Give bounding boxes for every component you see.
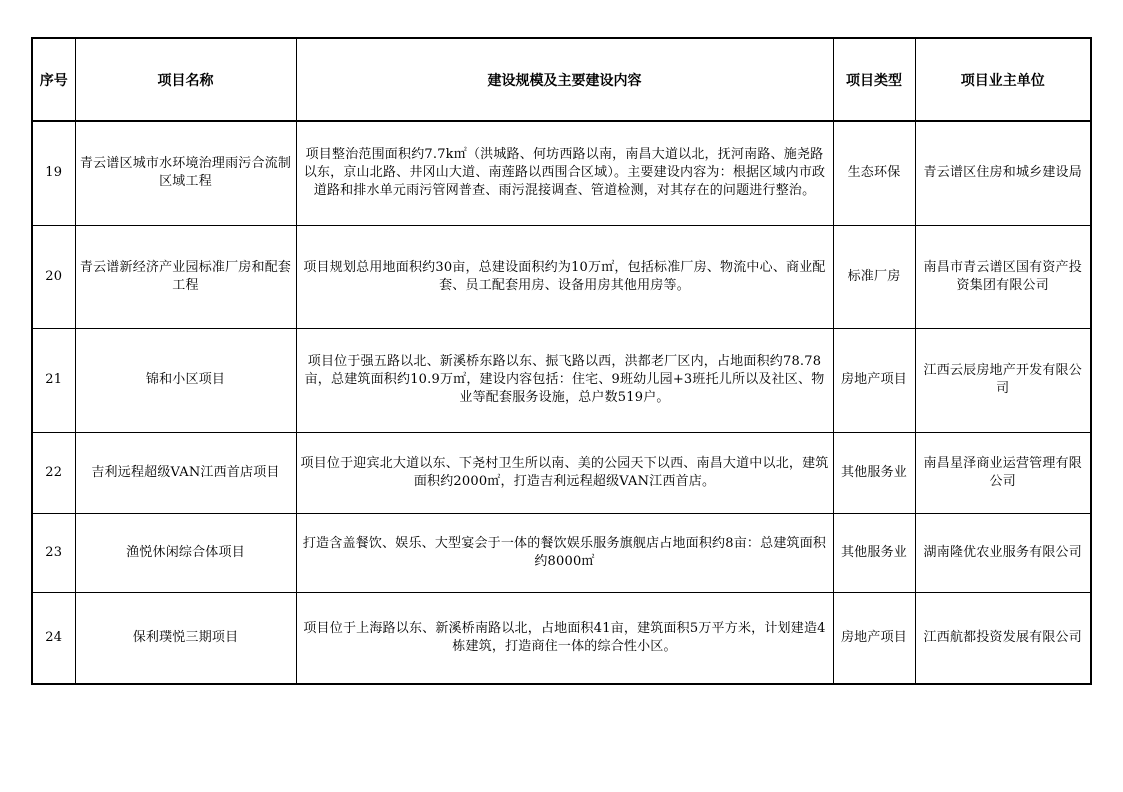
cell-construction-content: 项目规划总用地面积约30亩，总建设面积约为10万㎡，包括标准厂房、物流中心、商业配套、员工配套用房、设备用房其他用房等。 xyxy=(296,225,833,328)
cell-project-owner: 湖南隆优农业服务有限公司 xyxy=(915,513,1091,592)
cell-seq: 19 xyxy=(32,121,75,225)
project-table xyxy=(31,37,1092,685)
cell-seq: 24 xyxy=(32,592,75,684)
header-project-owner: 项目业主单位 xyxy=(915,38,1091,121)
cell-project-owner: 青云谱区住房和城乡建设局 xyxy=(915,121,1091,225)
cell-project-type: 房地产项目 xyxy=(833,592,915,684)
cell-project-name: 青云谱区城市水环境治理雨污合流制区域工程 xyxy=(75,121,296,225)
cell-construction-content: 项目整治范围面积约7.7k㎡（洪城路、何坊西路以南，南昌大道以北，抚河南路、施尧路以东，京山北路、井冈山大道、南莲路以西围合区域）。主要建设内容为：根据区域内市政道路和排水单元雨污管网普查、雨污混接调查、管道检测，对其存在的问题进行整治。 xyxy=(296,121,833,225)
cell-construction-content: 项目位于强五路以北、新溪桥东路以东、振飞路以西，洪都老厂区内，占地面积约78.78亩，总建筑面积约10.9万㎡，建设内容包括：住宅、9班幼儿园+3班托儿所以及社区、物业等配套服务设施，总户数519户。 xyxy=(296,328,833,432)
cell-project-name: 渔悦休闲综合体项目 xyxy=(75,513,296,592)
cell-project-owner: 南昌市青云谱区国有资产投资集团有限公司 xyxy=(915,225,1091,328)
cell-seq: 20 xyxy=(32,225,75,328)
cell-project-name: 保利璞悦三期项目 xyxy=(75,592,296,684)
cell-project-type: 生态环保 xyxy=(833,121,915,225)
cell-project-type: 其他服务业 xyxy=(833,513,915,592)
table-row xyxy=(32,328,1091,432)
table-row xyxy=(32,432,1091,513)
table-row xyxy=(32,513,1091,592)
table-row xyxy=(32,592,1091,684)
cell-project-type: 标准厂房 xyxy=(833,225,915,328)
table-row xyxy=(32,121,1091,225)
header-seq: 序号 xyxy=(32,38,75,121)
cell-construction-content: 打造含盖餐饮、娱乐、大型宴会于一体的餐饮娱乐服务旗舰店占地面积约8亩：总建筑面积约8000㎡ xyxy=(296,513,833,592)
cell-seq: 21 xyxy=(32,328,75,432)
header-project-name: 项目名称 xyxy=(75,38,296,121)
cell-seq: 23 xyxy=(32,513,75,592)
cell-construction-content: 项目位于迎宾北大道以东、下尧村卫生所以南、美的公园天下以西、南昌大道中以北，建筑面积约2000㎡，打造吉利远程超级VAN江西首店。 xyxy=(296,432,833,513)
cell-project-type: 其他服务业 xyxy=(833,432,915,513)
cell-construction-content: 项目位于上海路以东、新溪桥南路以北，占地面积41亩，建筑面积5万平方米，计划建造4栋建筑，打造商住一体的综合性小区。 xyxy=(296,592,833,684)
cell-project-owner: 江西航都投资发展有限公司 xyxy=(915,592,1091,684)
cell-project-type: 房地产项目 xyxy=(833,328,915,432)
cell-project-owner: 江西云辰房地产开发有限公司 xyxy=(915,328,1091,432)
header-project-type: 项目类型 xyxy=(833,38,915,121)
table-header-row xyxy=(32,38,1091,121)
cell-project-name: 青云谱新经济产业园标准厂房和配套工程 xyxy=(75,225,296,328)
cell-project-name: 锦和小区项目 xyxy=(75,328,296,432)
table-row xyxy=(32,225,1091,328)
header-construction-content: 建设规模及主要建设内容 xyxy=(296,38,833,121)
cell-project-name: 吉利远程超级VAN江西首店项目 xyxy=(75,432,296,513)
cell-seq: 22 xyxy=(32,432,75,513)
cell-project-owner: 南昌星泽商业运营管理有限公司 xyxy=(915,432,1091,513)
